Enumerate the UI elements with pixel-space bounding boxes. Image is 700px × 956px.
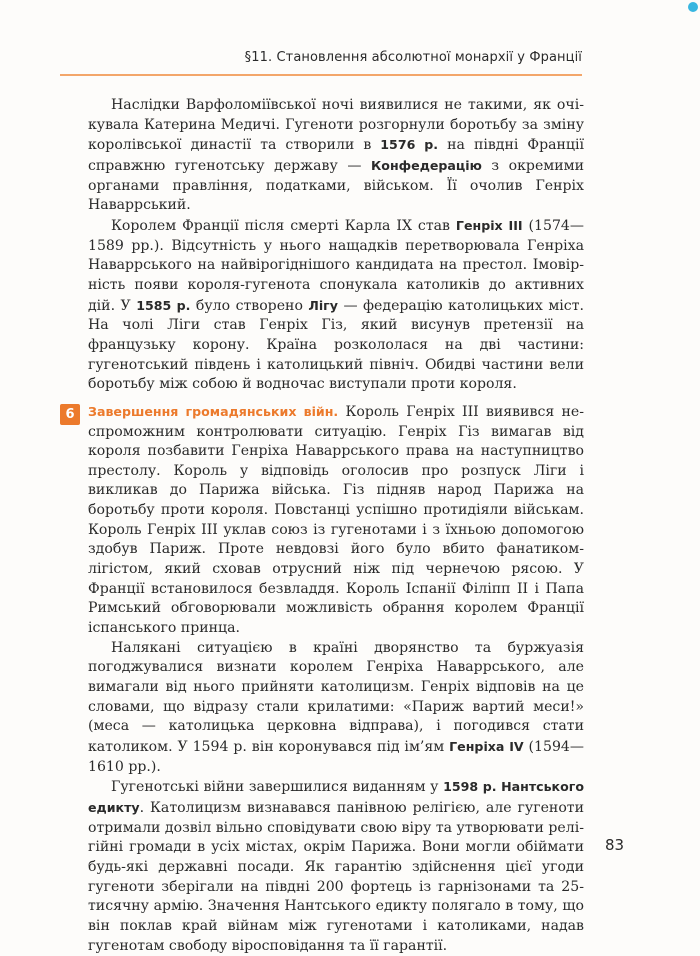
section-number-badge: 6 — [60, 404, 80, 425]
key-term: 1598 р. Нантського едикту — [88, 779, 584, 815]
page-body — [65, 96, 585, 956]
key-term: Генріха IV — [449, 739, 524, 754]
key-term: 1576 р. — [380, 137, 439, 153]
corner-circle-icon — [688, 2, 698, 12]
page-number: 83 — [605, 836, 625, 854]
section-6 — [65, 402, 584, 639]
paragraph-5: Гугенотські війни завершилися виданням у 1598 р. Нантського едикту. Католицизм визнавався панівною релігією, але гугеноти отримали дозвіл вільно сповідувати свою віру та утворювати релігійні громади в усіх містах, окрім Парижа. Вони могли обіймати будь-які державні посади. Як гарантію здійснення цієї угоди гугеноти зберігали на півдні 200 фортець із гарнізонами та 25-тисячну армію. Значення Нантського едикту полягало в тому, що він поклав край війнам між гугенотами і католиками, надав гугенотам свободу віросповідання та її гарантії. — [88, 779, 584, 954]
header-divider — [60, 74, 582, 76]
key-term: 1585 р. — [136, 297, 191, 313]
key-term: Лігу — [308, 297, 338, 313]
paragraph-3: Завершення громадянських війн. Король Генріх III виявився неспроможним контролювати ситуацію. Генріх Гіз вимагав від короля позбавити Генріха Наваррського права на наступництво престолу. Король у відповідь оголосив про розпуск Ліги і викликав до Парижа війська. Гіз підняв народ Парижа на боротьбу проти короля. Повстанці успішно протидіяли військам. Король Генріх III уклав союз із гугенотами і з їхньою допомогою здобув Париж. Проте невдовзі його було вбито фанатиком-лігістом, який сховав отрусний ніж під чернечою рясою. У Франції встановилося безвладдя. Король Іспанії Філіпп II і Папа Римський обговорювали можливість обрання королем Франції іспанського принца. — [88, 403, 584, 637]
paragraph-2: Королем Франції після смерті Карла IX став Генріх III (1574—1589 рр.). Відсутність у нього нащадків перетворювала Генріха Наваррського на найвірогіднішого кандидата на престол. Імовірність появи короля-гугенота спонукала католиків до активних дій. У 1585 р. було створено Лігу — федерацію католицьких міст. На чолі Ліги став Генріх Гіз, який висунув претензії на французьку корону. Країна розкололася на дві частини: гугенотський південь і католицький північ. Обидві частини вели боротьбу між собою й водночас виступали проти короля. — [88, 217, 584, 393]
paragraph-1: Наслідки Варфоломіївської ночі виявилися не такими, як очікувала Катерина Медичі. Гугеноти розгорнули боротьбу за зміну королівської династії та створили в 1576 р. на півдні Франції справжню гугенотську державу — Конфедерацію з окремими органами правління, податками, військом. Її очолив Генріх Наваррський. — [88, 97, 585, 214]
section-title: Завершення громадянських війн. — [88, 403, 339, 419]
running-header: §11. Становлення абсолютної монархії у Франції — [244, 50, 582, 65]
key-term: Конфедерацію — [371, 157, 482, 173]
paragraph-4: Налякані ситуацією в країні дворянство та буржуазія погоджувалися визнати королем Генріха Наваррського, але вимагали від нього прийняти католицизм. Генріх відповів на це словами, що відразу стали крилатими: «Париж вартий меси!» (меса — католицька церковна відправа), і погодився стати католиком. У 1594 р. він коронувався під ім’ям Генріха IV (1594—1610 рр.). — [88, 639, 584, 775]
key-term: Генріх III — [455, 217, 523, 233]
